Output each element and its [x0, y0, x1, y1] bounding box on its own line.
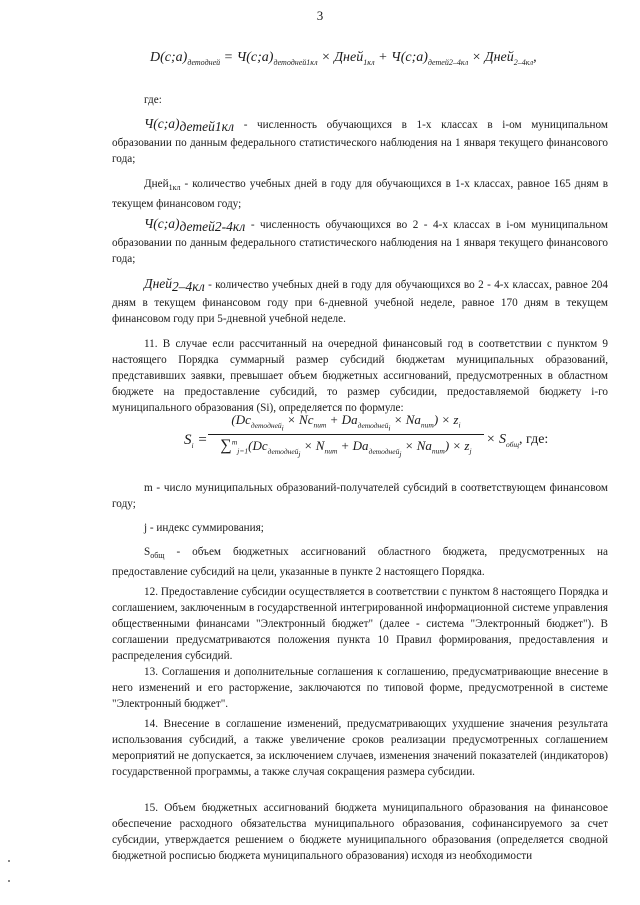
formula-lhs-sub: детодней	[187, 57, 221, 67]
definition-text: - численность обучающихся во 2 - 4-х классах в i-ом муниципальном образовании по данным федерального статистического наблюдения на 1 января текущего финансового года;	[112, 219, 608, 266]
paragraph-15: 15. Объем бюджетных ассигнований бюджета муниципального образования на финансовое обеспечение расходного обязательства муниципального образования, софинансируемого за счет субсидии, утверждается решением о бюджете муниципального образования (определяется сводной бюджетной росписью бюджета муниципального образования) исходя из необходимости	[112, 802, 608, 862]
formula-term-3-sub: детей2–4кл	[427, 57, 469, 67]
formula-term-2: Дней	[334, 50, 364, 65]
page-number: 3	[316, 8, 324, 23]
paragraph-12: 12. Предоставление субсидии осуществляется в соответствии с пунктом 8 настоящего Порядка и соглашением, заключенным в государственной интегрированной информационной системе управления общественными финансами "Электронный бюджет" (далее - система "Электронный бюджет"). В соглашении предусматриваются положения пункта 10 Правил формирования, предоставления и распределения субсидий.	[112, 586, 608, 662]
definition-s-total	[112, 544, 608, 580]
formula-lhs: D(c;a)	[150, 50, 188, 65]
definition-m: m - число муниципальных образований-получателей субсидий в соответствующем финансовом году;	[112, 482, 608, 510]
si-rhs: × $S_{общ}$, где:	[486, 432, 549, 449]
si-fraction	[206, 412, 486, 458]
definition-text: - объем бюджетных ассигнований областного бюджета, предусмотренных на предоставление субсидий на цели, указанные в пункте 2 настоящего Порядка.	[112, 546, 608, 579]
paragraph-14: 14. Внесение в соглашение изменений, предусматривающих ухудшение значения результата использования субсидий, а также увеличение сроков реализации предусмотренных соглашением мероприятий не допускается, за исключением случаев, изменения значений показателей (индикаторов) государственной программы, а также случая сокращения размера субсидии.	[112, 718, 608, 778]
formula-child-days	[150, 50, 537, 67]
paragraph-13: 13. Соглашения и дополнительные соглашения к соглашению, предусматривающие внесение в него изменений и его расторжение, заключаются по типовой форме, предусмотренной в системе "Электронный бюджет".	[112, 666, 608, 710]
si-lhs: $S_i$ =	[184, 432, 208, 450]
definition-text: - количество учебных дней в году для обучающихся во 2 - 4-х классах, равное 204 дням в текущем финансовом году при 6-дневной учебной неделе, равное 170 дням в текущем финансовом году при 5-дневной учебной неделе.	[112, 279, 608, 326]
definition-days-grade2-4	[112, 276, 608, 327]
si-denominator: $\sum^m_{j=1}(Dc_{детодней_j} \times N_{пит} + Da_{детодней_j} \times Na_{пит}) \times z_j$	[220, 437, 472, 459]
formula-term-2-sub: 1кл	[363, 57, 375, 67]
formula-term-1: Ч(c;a)	[236, 50, 274, 65]
definition-lead: S	[144, 546, 151, 558]
formula-tail: ,	[533, 50, 537, 65]
formula-term-1-sub: детодней1кл	[273, 57, 318, 67]
definition-lead-sub: общ	[150, 551, 165, 561]
formula-term-3: Ч(c;a)	[391, 50, 428, 65]
definition-lead: Дней	[144, 276, 173, 291]
where-label: где:	[144, 94, 162, 106]
definition-text: - количество учебных дней в году для обучающихся в 1-х классах, равное 165 дням в текущем финансовом году;	[112, 178, 608, 211]
definition-j: j - индекс суммирования;	[144, 522, 264, 534]
formula-times-1: ×	[317, 50, 335, 65]
scan-mark	[8, 880, 10, 882]
definition-lead-sub: 1кл	[168, 183, 181, 193]
formula-subsidy-si	[184, 410, 604, 480]
definition-lead: Ч(c;a)	[144, 216, 180, 231]
definition-lead-sub: детей2-4кл	[179, 219, 246, 235]
definition-days-grade1	[112, 176, 608, 212]
si-numerator: $(Dc_{детодней_i} \times Nc_{пит} + Da_{детодней_i} \times Na_{пит}) \times z_i$	[231, 412, 461, 433]
formula-eq: =	[220, 50, 237, 65]
definition-text: - численность обучающихся в 1-х классах в i-ом муниципальном образовании по данным федерального статистического наблюдения на 1 января текущего финансового года;	[112, 119, 608, 166]
definition-lead: Дней	[144, 178, 169, 190]
definition-lead-sub: детей1кл	[179, 119, 235, 135]
formula-term-4: Дней	[484, 50, 514, 65]
scan-mark	[8, 860, 10, 862]
paragraph-11: 11. В случае если рассчитанный на очередной финансовый год в соответствии с пунктом 9 настоящего Порядка суммарный размер субсидий бюджетам муниципальных образований, представивших заявки, превышает объем бюджетных ассигнований, предусмотренных в областном бюджете на предоставление субсидий, то размер субсидии, предоставляемой бюджету i-го муниципального образования (Si), определяется по формуле:	[112, 338, 608, 414]
formula-plus: +	[374, 50, 392, 65]
formula-term-4-sub: 2–4кл	[513, 57, 534, 67]
formula-times-2: ×	[468, 50, 485, 65]
definition-children-grade1	[112, 116, 608, 167]
definition-lead: Ч(c;a)	[144, 116, 180, 131]
definition-children-grade2-4	[112, 216, 608, 267]
definition-lead-sub: 2–4кл	[172, 279, 205, 295]
